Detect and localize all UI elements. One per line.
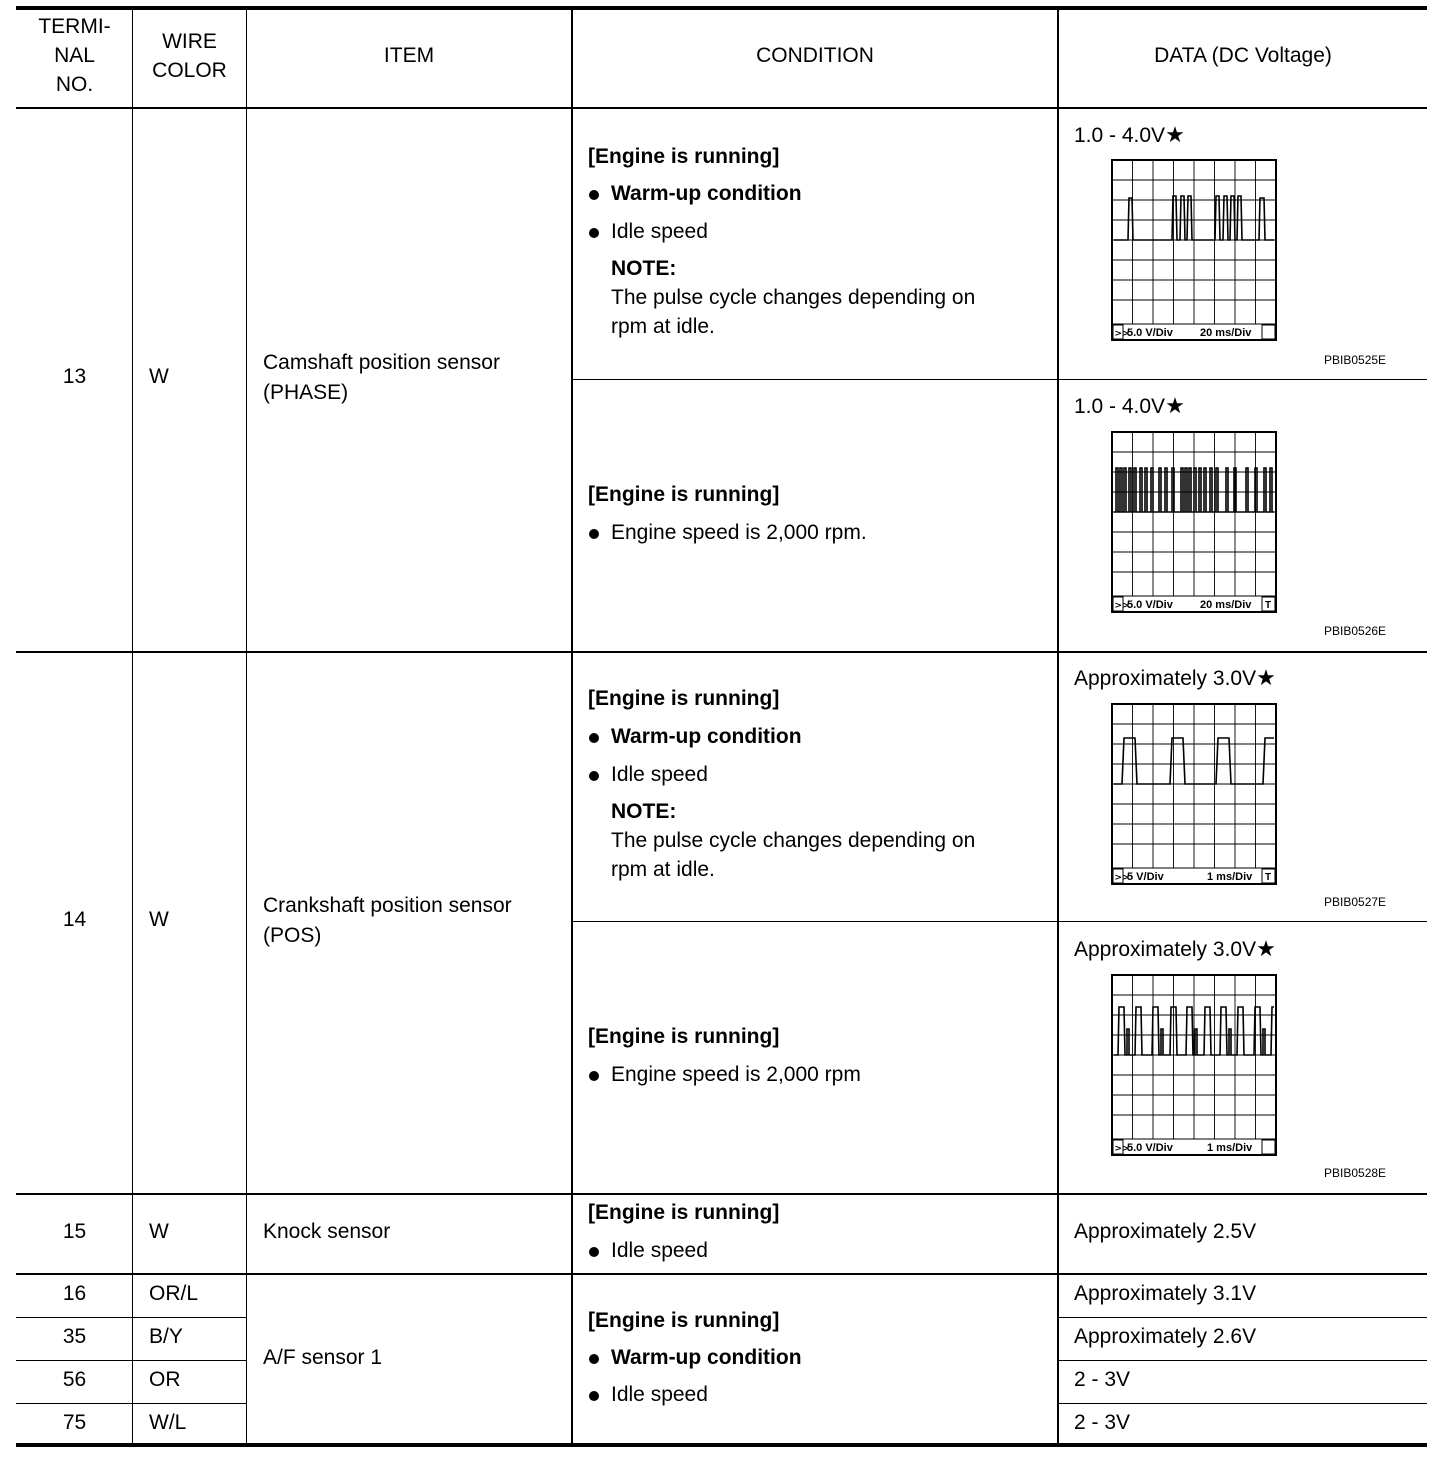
af-terminal-4: 75 [62,1411,87,1434]
star-icon: ★ [1256,665,1276,690]
af-data-border-1 [1058,1317,1427,1318]
row14-bottom-border [16,1193,1427,1195]
row15-bottom-border [16,1273,1427,1275]
af-data-4: 2 - 3V [1074,1411,1131,1434]
star-icon: ★ [1165,393,1185,418]
af-data-2: Approximately 2.6V [1074,1325,1257,1348]
row13-sub-border [572,379,1427,380]
svg-text:1 ms/Div: 1 ms/Div [1207,1142,1253,1154]
af-terminal-1: 16 [62,1282,87,1305]
svg-text:>>: >> [1114,873,1130,883]
row13-data-2000-code: PBIB0526E [1324,624,1387,638]
table-top-border [16,6,1427,10]
table-bottom-border [16,1443,1427,1447]
col-divider-4 [1057,8,1059,1445]
af-terminal-2: 35 [62,1325,87,1348]
header-data: DATA (DC Voltage) [1154,44,1332,67]
oscilloscope-waveform-pbib0528e [1110,973,1278,1157]
row15-cond-heading: [Engine is running] [588,1201,780,1224]
header-wire-color: WIRE COLOR [152,30,227,82]
col-divider-2 [246,8,247,1445]
svg-text:5.0 V/Div: 5.0 V/Div [1127,599,1173,611]
row13-item: Camshaft position sensor (PHASE) [263,351,500,404]
header-condition: CONDITION [756,44,874,67]
svg-text:>>: >> [1114,1144,1130,1154]
svg-text:20 ms/Div: 20 ms/Div [1200,599,1252,611]
row13-terminal: 13 [62,365,87,388]
row14-item: Crankshaft position sensor (POS) [263,894,512,947]
svg-text:>>: >> [1114,601,1130,611]
af-cond-heading: [Engine is running] [588,1309,780,1332]
svg-text:5.0 V/Div: 5.0 V/Div [1127,327,1173,339]
svg-text:1 ms/Div: 1 ms/Div [1207,871,1253,883]
af-terminal-3: 56 [62,1368,87,1391]
header-item: ITEM [383,44,435,67]
oscilloscope-waveform-pbib0527e [1110,702,1278,886]
af-data-border-3 [1058,1403,1427,1404]
row15-data: Approximately 2.5V [1074,1220,1257,1243]
row15-item: Knock sensor [263,1220,391,1243]
row13-data-2000-voltage: 1.0 - 4.0V★ [1074,393,1185,418]
af-data-border-2 [1058,1360,1427,1361]
svg-text:5 V/Div: 5 V/Div [1127,871,1164,883]
row13-data-idle-code: PBIB0525E [1324,353,1387,367]
col-divider-3 [571,8,573,1445]
af-data-1: Approximately 3.1V [1074,1282,1257,1305]
af-item: A/F sensor 1 [263,1346,383,1369]
header-terminal-no: TERMI- NAL NO. [38,15,111,96]
col-divider-1 [132,8,133,1445]
af-data-3: 2 - 3V [1074,1368,1131,1391]
row14-data-2000-code: PBIB0528E [1324,1166,1387,1180]
row13-wire: W [149,365,169,388]
af-cond-bullet-1: Warm-up condition [611,1343,802,1373]
af-cond-bullet-2: Idle speed [611,1380,708,1410]
row15-cond-bullet: Idle speed [611,1236,708,1266]
row14-data-2000-voltage: Approximately 3.0V★ [1074,936,1276,961]
row15-terminal: 15 [62,1220,87,1243]
row14-wire: W [149,908,169,931]
af-wire-1: OR/L [149,1282,199,1305]
svg-text:20 ms/Div: 20 ms/Div [1200,327,1252,339]
af-wire-2: B/Y [149,1325,183,1348]
af-wire-3: OR [149,1368,181,1391]
svg-text:5.0 V/Div: 5.0 V/Div [1127,1142,1173,1154]
star-icon: ★ [1256,936,1276,961]
svg-text:>>: >> [1114,329,1130,339]
row14-sub-border [572,921,1427,922]
header-bottom-border [16,107,1427,109]
svg-text:T: T [1265,600,1272,611]
oscilloscope-waveform-pbib0526e [1110,430,1278,614]
svg-text:T: T [1265,872,1272,883]
star-icon: ★ [1165,122,1185,147]
row14-terminal: 14 [62,908,87,931]
row15-wire: W [149,1220,169,1243]
oscilloscope-waveform-pbib0525e [1110,158,1278,342]
row14-data-idle-voltage: Approximately 3.0V★ [1074,665,1276,690]
af-wire-4: W/L [149,1411,187,1434]
row13-bottom-border [16,651,1427,653]
row14-data-idle-code: PBIB0527E [1324,895,1387,909]
row13-data-idle-voltage: 1.0 - 4.0V★ [1074,122,1185,147]
